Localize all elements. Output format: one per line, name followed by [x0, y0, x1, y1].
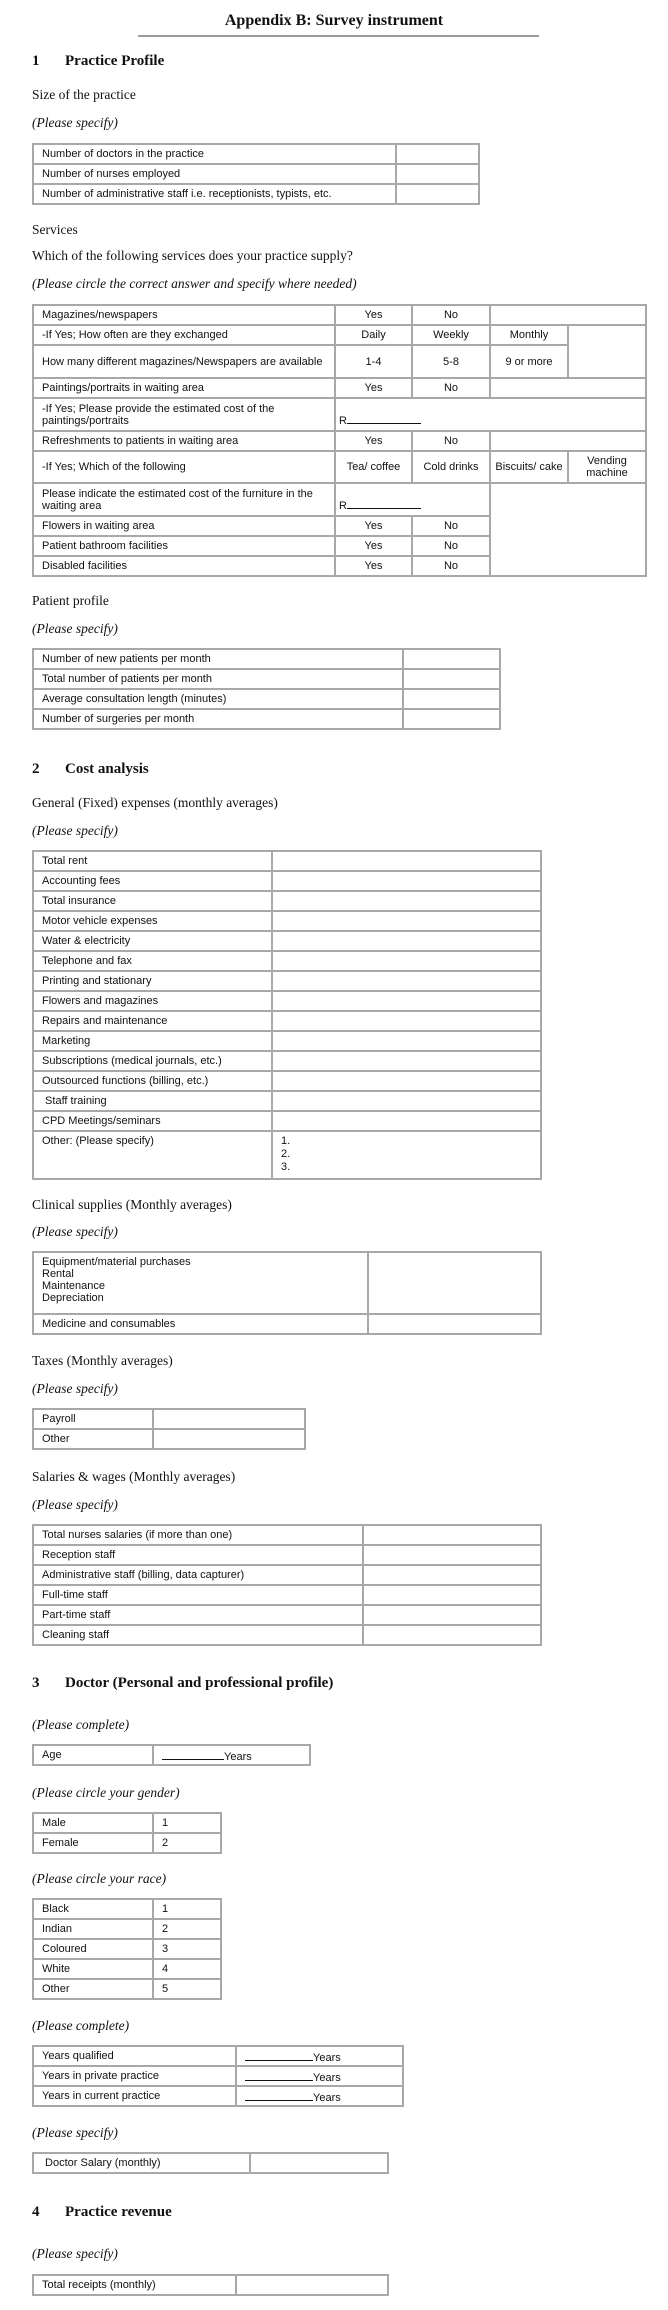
option-9-or-more[interactable]: 9 or more — [490, 345, 568, 378]
option-row[interactable] — [33, 1813, 221, 1833]
table-row — [33, 871, 541, 891]
value-cell[interactable] — [272, 991, 541, 1011]
blank-line — [347, 497, 421, 509]
row-label: -If Yes; How often are they exchanged — [33, 325, 335, 345]
years-field[interactable] — [236, 2066, 403, 2086]
salary-instruction: (Please specify) — [32, 2125, 118, 2140]
size-instruction: (Please specify) — [32, 115, 118, 130]
unit-label: Years — [224, 1750, 252, 1763]
row-label: -If Yes; Please provide the estimated cost of the paintings/portraits — [33, 398, 335, 431]
value-cell[interactable] — [272, 911, 541, 931]
years-table — [32, 2045, 404, 2107]
clinical-instruction: (Please specify) — [32, 1224, 118, 1239]
value-cell[interactable] — [368, 1252, 541, 1314]
other-item: 1. — [281, 1135, 291, 1147]
option-label: Coloured — [33, 1939, 153, 1959]
option-yes[interactable]: Yes — [335, 305, 412, 325]
option-cold-drinks[interactable]: Cold drinks — [412, 451, 490, 483]
table-row — [33, 1409, 305, 1429]
value-cell[interactable] — [396, 144, 479, 164]
table-row — [33, 1565, 541, 1585]
option-code[interactable]: 2 — [153, 1919, 221, 1939]
row-label: Repairs and maintenance — [33, 1011, 272, 1031]
section-heading-cost-analysis — [32, 761, 149, 778]
patient-table — [32, 648, 501, 730]
table-row — [33, 1314, 541, 1334]
table-row — [33, 709, 500, 729]
page-title: Appendix B: Survey instrument — [224, 12, 444, 29]
row-label: Number of administrative staff i.e. receptionists, typists, etc. — [33, 184, 396, 204]
option-yes[interactable]: Yes — [335, 516, 412, 536]
row-label: Telephone and fax — [33, 951, 272, 971]
empty-cell — [568, 325, 646, 378]
years-field[interactable] — [236, 2046, 403, 2066]
option-no[interactable]: No — [412, 556, 490, 576]
table-row — [33, 2046, 403, 2066]
row-label: Years qualified — [33, 2046, 236, 2066]
group-item: Equipment/material purchases — [42, 1256, 191, 1268]
services-heading: Services — [32, 222, 78, 237]
table-row — [33, 931, 541, 951]
table-row — [33, 2066, 403, 2086]
value-cell[interactable] — [272, 891, 541, 911]
option-1-4[interactable]: 1-4 — [335, 345, 412, 378]
option-label: Indian — [33, 1919, 153, 1939]
services-row-magazines — [33, 305, 646, 325]
value-cell[interactable] — [272, 851, 541, 871]
row-label: Total number of patients per month — [33, 669, 403, 689]
option-5-8[interactable]: 5-8 — [412, 345, 490, 378]
table-row — [33, 2086, 403, 2106]
group-item: Maintenance — [42, 1280, 105, 1292]
row-label: Part-time staff — [33, 1605, 363, 1625]
row-label: Payroll — [33, 1409, 153, 1429]
row-label: Other — [33, 1429, 153, 1449]
age-table — [32, 1744, 311, 1766]
value-cell[interactable] — [363, 1585, 541, 1605]
services-instruction: (Please circle the correct answer and specify where needed) — [32, 276, 357, 291]
section-number: 2 — [32, 761, 40, 777]
gender-instruction: (Please circle your gender) — [32, 1785, 180, 1800]
row-label: Full-time staff — [33, 1585, 363, 1605]
other-item: 2. — [281, 1148, 291, 1160]
table-row — [33, 1585, 541, 1605]
section-title: Doctor (Personal and professional profile) — [65, 1675, 334, 1691]
blank-line — [245, 2089, 313, 2101]
value-cell[interactable] — [272, 931, 541, 951]
empty-cell — [490, 483, 646, 576]
section-heading-doctor — [32, 1675, 333, 1692]
value-cell[interactable] — [272, 1011, 541, 1031]
size-table — [32, 143, 480, 205]
race-instruction: (Please circle your race) — [32, 1871, 167, 1886]
table-row — [33, 1545, 541, 1565]
option-weekly[interactable]: Weekly — [412, 325, 490, 345]
option-label: Female — [33, 1833, 153, 1853]
table-row — [33, 951, 541, 971]
value-cell[interactable] — [403, 669, 500, 689]
row-label: Outsourced functions (billing, etc.) — [33, 1071, 272, 1091]
option-no[interactable]: No — [412, 516, 490, 536]
group-item: Rental — [42, 1268, 74, 1280]
table-row — [33, 1091, 541, 1111]
value-cell[interactable] — [363, 1565, 541, 1585]
unit-label: Years — [313, 2091, 341, 2104]
row-label: Number of new patients per month — [33, 649, 403, 669]
empty-cell — [490, 378, 646, 398]
size-heading: Size of the practice — [32, 87, 136, 102]
row-label: Flowers and magazines — [33, 991, 272, 1011]
table-row — [33, 1051, 541, 1071]
option-daily[interactable]: Daily — [335, 325, 412, 345]
other-items-cell[interactable] — [272, 1131, 541, 1179]
row-label: Total insurance — [33, 891, 272, 911]
table-row — [33, 144, 479, 164]
services-row-which — [33, 451, 646, 483]
option-code[interactable]: 4 — [153, 1959, 221, 1979]
table-row — [33, 1625, 541, 1645]
row-label: Number of doctors in the practice — [33, 144, 396, 164]
row-label: CPD Meetings/seminars — [33, 1111, 272, 1131]
option-yes[interactable]: Yes — [335, 536, 412, 556]
row-label: Number of nurses employed — [33, 164, 396, 184]
value-cell[interactable] — [272, 871, 541, 891]
row-label: Reception staff — [33, 1545, 363, 1565]
table-row-other — [33, 1131, 541, 1179]
value-cell[interactable] — [368, 1314, 541, 1334]
option-monthly[interactable]: Monthly — [490, 325, 568, 345]
currency-label: R — [339, 415, 347, 427]
option-no[interactable]: No — [412, 536, 490, 556]
value-cell[interactable] — [403, 709, 500, 729]
salaries-instruction: (Please specify) — [32, 1497, 118, 1512]
services-row-paintings — [33, 378, 646, 398]
row-label: Motor vehicle expenses — [33, 911, 272, 931]
row-label — [33, 1252, 368, 1314]
row-label: -If Yes; Which of the following — [33, 451, 335, 483]
table-row — [33, 164, 479, 184]
services-row-refreshments — [33, 431, 646, 451]
row-label: Average consultation length (minutes) — [33, 689, 403, 709]
option-code[interactable]: 1 — [153, 1899, 221, 1919]
table-row — [33, 649, 500, 669]
option-code[interactable]: 3 — [153, 1939, 221, 1959]
row-label: Paintings/portraits in waiting area — [33, 378, 335, 398]
other-item: 3. — [281, 1161, 291, 1173]
table-row — [33, 991, 541, 1011]
age-instruction: (Please complete) — [32, 1717, 130, 1732]
table-row — [33, 1071, 541, 1091]
table-row — [33, 2153, 388, 2173]
value-cell[interactable] — [403, 689, 500, 709]
value-cell[interactable] — [250, 2153, 388, 2173]
option-no[interactable]: No — [412, 378, 490, 398]
revenue-instruction: (Please specify) — [32, 2246, 118, 2261]
value-cell[interactable] — [272, 951, 541, 971]
table-row — [33, 1011, 541, 1031]
section-title: Cost analysis — [65, 761, 149, 777]
value-cell[interactable] — [272, 1111, 541, 1131]
table-row — [33, 2275, 388, 2295]
unit-label: Years — [313, 2051, 341, 2064]
race-table — [32, 1898, 222, 2000]
option-no[interactable]: No — [412, 305, 490, 325]
general-heading: General (Fixed) expenses (monthly averages) — [32, 795, 278, 810]
row-label: Please indicate the estimated cost of the furniture in the waiting area — [33, 483, 335, 516]
table-row — [33, 1429, 305, 1449]
age-field[interactable] — [153, 1745, 310, 1765]
row-label: Years in private practice — [33, 2066, 236, 2086]
value-cell[interactable] — [363, 1525, 541, 1545]
general-expenses-table — [32, 850, 542, 1180]
value-cell[interactable] — [272, 971, 541, 991]
row-label: Printing and stationary — [33, 971, 272, 991]
table-row — [33, 1031, 541, 1051]
services-row-exchange — [33, 325, 646, 345]
row-label: Disabled facilities — [33, 556, 335, 576]
taxes-table — [32, 1408, 306, 1450]
value-cell[interactable] — [396, 184, 479, 204]
option-label: White — [33, 1959, 153, 1979]
option-yes[interactable]: Yes — [335, 378, 412, 398]
value-cell[interactable] — [236, 2275, 388, 2295]
services-question: Which of the following services does your practice supply? — [32, 248, 353, 263]
option-code[interactable]: 2 — [153, 1833, 221, 1853]
value-cell[interactable] — [272, 1031, 541, 1051]
services-row-furniture — [33, 483, 646, 516]
option-label: Black — [33, 1899, 153, 1919]
table-row — [33, 1525, 541, 1545]
option-no[interactable]: No — [412, 431, 490, 451]
row-label: Number of surgeries per month — [33, 709, 403, 729]
section-number: 1 — [32, 53, 40, 69]
empty-cell — [490, 431, 646, 451]
option-yes[interactable]: Yes — [335, 556, 412, 576]
value-cell[interactable] — [272, 1051, 541, 1071]
option-row[interactable] — [33, 1939, 221, 1959]
table-row — [33, 1745, 310, 1765]
section-title: Practice revenue — [65, 2204, 172, 2220]
revenue-table — [32, 2274, 389, 2296]
salaries-table — [32, 1524, 542, 1646]
option-code[interactable]: 1 — [153, 1813, 221, 1833]
row-label: Patient bathroom facilities — [33, 536, 335, 556]
section-title: Practice Profile — [65, 53, 165, 69]
row-label: How many different magazines/Newspapers are available — [33, 345, 335, 378]
salaries-heading: Salaries & wages (Monthly averages) — [32, 1469, 236, 1484]
value-cell[interactable] — [153, 1409, 305, 1429]
table-row — [33, 1605, 541, 1625]
row-label: Flowers in waiting area — [33, 516, 335, 536]
title-divider — [138, 35, 539, 37]
option-biscuits-cake[interactable]: Biscuits/ cake — [490, 451, 568, 483]
row-label: Age — [33, 1745, 153, 1765]
row-label: Administrative staff (billing, data capturer) — [33, 1565, 363, 1585]
table-row — [33, 669, 500, 689]
option-row[interactable] — [33, 1919, 221, 1939]
row-label: Total receipts (monthly) — [33, 2275, 236, 2295]
row-label: Medicine and consumables — [33, 1314, 368, 1334]
option-row[interactable] — [33, 1979, 221, 1999]
table-row — [33, 1111, 541, 1131]
patient-instruction: (Please specify) — [32, 621, 118, 636]
furniture-cost-field[interactable] — [335, 483, 490, 516]
currency-label: R — [339, 500, 347, 512]
clinical-heading: Clinical supplies (Monthly averages) — [32, 1197, 232, 1212]
value-cell[interactable] — [272, 1091, 541, 1111]
years-instruction: (Please complete) — [32, 2018, 130, 2033]
empty-cell — [490, 305, 646, 325]
row-label: Magazines/newspapers — [33, 305, 335, 325]
row-label: Subscriptions (medical journals, etc.) — [33, 1051, 272, 1071]
blank-line — [245, 2069, 313, 2081]
blank-line — [245, 2049, 313, 2061]
option-label: Other — [33, 1979, 153, 1999]
services-row-how-many — [33, 345, 646, 378]
table-row — [33, 1252, 541, 1314]
doctor-salary-table — [32, 2152, 389, 2174]
row-label: Refreshments to patients in waiting area — [33, 431, 335, 451]
section-number: 3 — [32, 1675, 40, 1691]
value-cell[interactable] — [403, 649, 500, 669]
row-label: Accounting fees — [33, 871, 272, 891]
services-table — [32, 304, 647, 577]
table-row — [33, 891, 541, 911]
table-row — [33, 689, 500, 709]
gender-table — [32, 1812, 222, 1854]
option-vending-machine[interactable]: Vending machine — [568, 451, 646, 483]
row-label: Marketing — [33, 1031, 272, 1051]
value-cell[interactable] — [363, 1605, 541, 1625]
option-row[interactable] — [33, 1833, 221, 1853]
option-code[interactable]: 5 — [153, 1979, 221, 1999]
patient-heading: Patient profile — [32, 593, 109, 608]
blank-line — [347, 412, 421, 424]
value-cell[interactable] — [272, 1071, 541, 1091]
paintings-cost-field[interactable] — [335, 398, 646, 431]
section-heading-revenue — [32, 2204, 172, 2221]
option-label: Male — [33, 1813, 153, 1833]
row-label: Total nurses salaries (if more than one) — [33, 1525, 363, 1545]
services-row-paintings-cost — [33, 398, 646, 431]
table-row — [33, 971, 541, 991]
section-number: 4 — [32, 2204, 40, 2220]
value-cell[interactable] — [363, 1545, 541, 1565]
table-row — [33, 851, 541, 871]
clinical-supplies-table — [32, 1251, 542, 1335]
section-heading-practice-profile — [32, 53, 164, 70]
row-label: Other: (Please specify) — [33, 1131, 272, 1179]
row-label: Water & electricity — [33, 931, 272, 951]
taxes-heading: Taxes (Monthly averages) — [32, 1353, 173, 1368]
taxes-instruction: (Please specify) — [32, 1381, 118, 1396]
row-label: Total rent — [33, 851, 272, 871]
years-field[interactable] — [236, 2086, 403, 2106]
group-item: Depreciation — [42, 1292, 104, 1304]
table-row — [33, 911, 541, 931]
unit-label: Years — [313, 2071, 341, 2084]
row-label: Years in current practice — [33, 2086, 236, 2106]
option-tea-coffee[interactable]: Tea/ coffee — [335, 451, 412, 483]
option-row[interactable] — [33, 1959, 221, 1979]
blank-line — [162, 1748, 224, 1760]
value-cell[interactable] — [153, 1429, 305, 1449]
row-label: Doctor Salary (monthly) — [33, 2153, 250, 2173]
table-row — [33, 184, 479, 204]
option-row[interactable] — [33, 1899, 221, 1919]
row-label: Cleaning staff — [33, 1625, 363, 1645]
general-instruction: (Please specify) — [32, 823, 118, 838]
row-label: Staff training — [33, 1091, 272, 1111]
value-cell[interactable] — [396, 164, 479, 184]
option-yes[interactable]: Yes — [335, 431, 412, 451]
value-cell[interactable] — [363, 1625, 541, 1645]
